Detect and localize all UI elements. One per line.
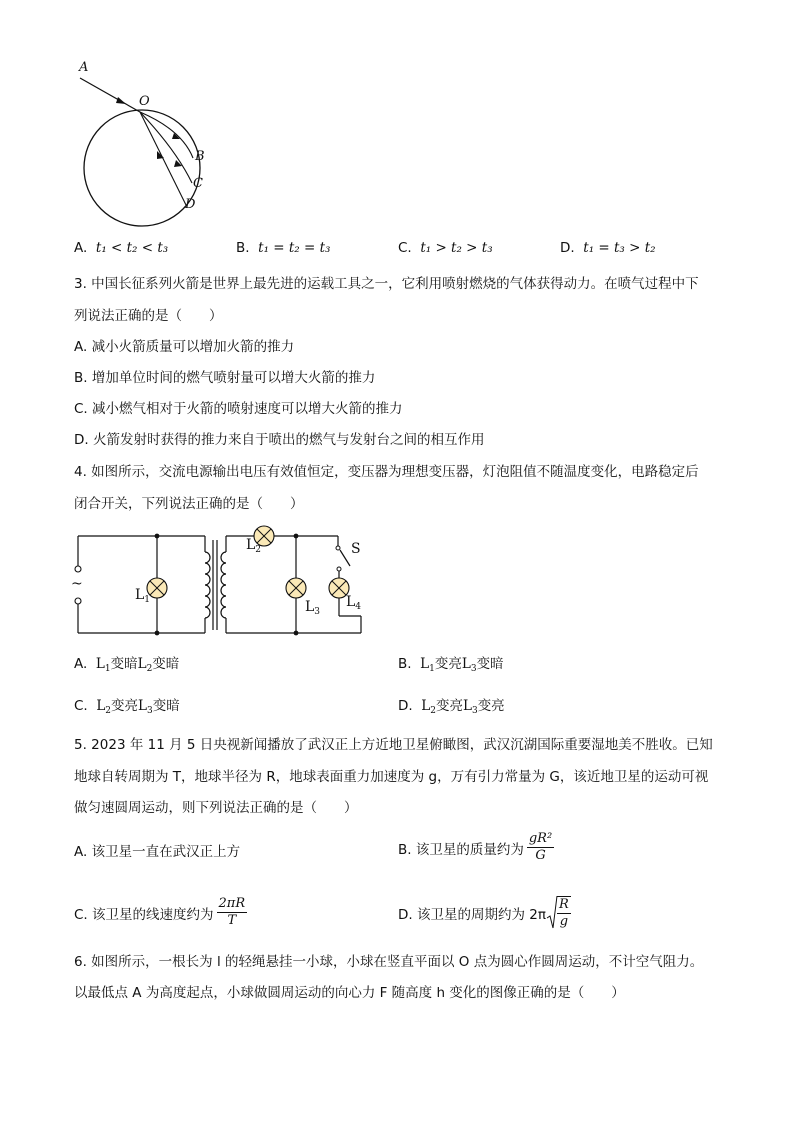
q4-switch-contact xyxy=(336,546,340,550)
q6-stem-line1: 6. 如图所示，一根长为 l 的轻绳悬挂一小球，小球在竖直平面以 O 点为圆心作圆周运动，不计空气阻力。 xyxy=(74,954,704,970)
q2-label-c: C xyxy=(193,176,203,191)
q4-junction xyxy=(294,534,299,539)
q4-label-l1: $L_1$ xyxy=(135,587,151,605)
q4-option-b: B. $L_1$变亮$L_3$变暗 xyxy=(398,656,504,674)
q3-stem-line2: 列说法正确的是（ ） xyxy=(74,308,223,324)
q5-option-a: A. 该卫星一直在武汉正上方 xyxy=(74,844,241,860)
q5-stem-line3: 做匀速圆周运动，则下列说法正确的是（ ） xyxy=(74,800,358,816)
q2-label-a: A xyxy=(79,60,89,75)
q2-option-a: A. t₁ < t₂ < t₃ xyxy=(74,240,169,256)
q5-option-c-fraction: $\frac{2\pi R}{T}$ xyxy=(218,896,246,928)
q4-label-l2: $L_2$ xyxy=(246,537,262,555)
q2-option-b: B. t₁ = t₂ = t₃ xyxy=(236,240,331,256)
q2-label-d: D xyxy=(185,197,196,212)
q4-junction xyxy=(294,631,299,636)
q4-source-symbol: ~ xyxy=(71,576,83,592)
q5-option-b: B. 该卫星的质量约为 $\frac{\text{gR²}}{G}$ xyxy=(398,831,553,863)
q5-stem-line2: 地球自转周期为 T，地球半径为 R，地球表面重力加速度为 g，万有引力常量为 G，该近地卫星的运动可视 xyxy=(74,769,709,785)
q4-lamp-l3 xyxy=(286,578,306,598)
q4-label-s: S xyxy=(351,541,361,557)
q4-primary-coil xyxy=(205,552,210,618)
q4-stem-line1: 4. 如图所示，交流电源输出电压有效值恒定，变压器为理想变压器，灯泡阻值不随温度变化，电路稳定后 xyxy=(74,464,699,480)
q5-stem-line1: 5. 2023 年 11 月 5 日央视新闻播放了武汉正上方近地卫星俯瞰图，武汉沉湖国际重要湿地美不胜收。已知 xyxy=(74,737,713,753)
q4-option-c: C. $L_2$变亮$L_3$变暗 xyxy=(74,698,180,716)
q6-stem-line2: 以最低点 A 为高度起点，小球做圆周运动的向心力 F 随高度 h 变化的图像正确的是（ ） xyxy=(74,985,625,1001)
q4-stem-line2: 闭合开关，下列说法正确的是（ ） xyxy=(74,496,304,512)
q5-option-c: C. 该卫星的线速度约为 $\frac{2\pi R}{T}$ xyxy=(74,896,246,928)
q4-option-d: D. $L_2$变亮$L_3$变亮 xyxy=(398,698,505,716)
q4-junction xyxy=(155,631,160,636)
q3-option-d: D. 火箭发射时获得的推力来自于喷出的燃气与发射台之间的相互作用 xyxy=(74,432,485,448)
q5-option-b-fraction: $\frac{\text{gR²}}{G}$ xyxy=(528,831,553,863)
q4-switch-contact xyxy=(337,567,341,571)
q5-option-d: D. 该卫星的周期约为 2π $\frac{R}{g}$ xyxy=(398,897,569,929)
q4-switch-blade xyxy=(340,550,350,566)
q5-option-d-fraction: $\frac{R}{g}$ xyxy=(559,897,569,929)
q5-sqrt-sign xyxy=(547,896,557,930)
q4-terminal xyxy=(75,598,81,604)
q2-option-c: C. t₁ > t₂ > t₃ xyxy=(398,240,493,256)
q2-label-o: O xyxy=(139,94,150,109)
q2-label-b: B xyxy=(195,149,205,164)
q2-option-d: D. t₁ = t₃ > t₂ xyxy=(560,240,656,256)
q4-secondary-coil xyxy=(221,552,226,618)
q4-label-l4: $L_4$ xyxy=(346,594,362,612)
q3-option-a: A. 减小火箭质量可以增加火箭的推力 xyxy=(74,339,295,355)
q4-label-l3: $L_3$ xyxy=(305,599,321,617)
q4-terminal xyxy=(75,566,81,572)
q4-junction xyxy=(155,534,160,539)
q3-stem-line1: 3. 中国长征系列火箭是世界上最先进的运载工具之一，它利用喷射燃烧的气体获得动力。在喷气过程中下 xyxy=(74,276,699,292)
q3-option-c: C. 减小燃气相对于火箭的喷射速度可以增大火箭的推力 xyxy=(74,401,403,417)
q3-option-b: B. 增加单位时间的燃气喷射量可以增大火箭的推力 xyxy=(74,370,376,386)
q4-option-a: A. $L_1$变暗$L_2$变暗 xyxy=(74,656,180,674)
